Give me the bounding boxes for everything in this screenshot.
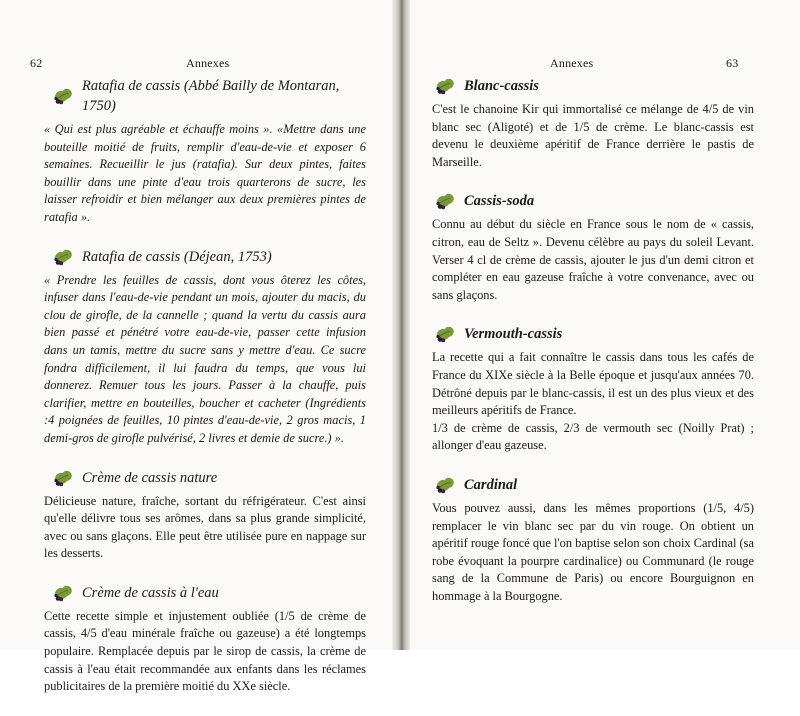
recipe-title: Vermouth-cassis xyxy=(464,326,563,343)
recipe-section xyxy=(432,324,754,455)
recipe-title: Crème de cassis nature xyxy=(82,469,218,486)
recipe-title: Cardinal xyxy=(464,476,518,493)
cassis-leaf-icon xyxy=(52,248,74,266)
recipe-body: « Qui est plus agréable et échauffe moins ». «Mettre dans une bouteille moitié de fruits, remplir d'eau-de-vie et exposer 6 semaines. Recueillir le jus (ratafia). Sur deux pintes, faites bouillir dans une pinte d'eau trois quarterons de sucre, les laisser refroidir et bien mélanger aux deux premières pintes de ratafia ». xyxy=(44,122,366,224)
right-page xyxy=(410,0,800,650)
recipe-section xyxy=(44,583,366,696)
recipe-body: C'est le chanoine Kir qui immortalisé ce mélange de 4/5 de vin blanc sec (Aligoté) et de 1/5 de crème. Le blanc-cassis est devenu le deuxième apéritif de France derrière le pastis de Marseille. xyxy=(432,102,754,169)
recipe-title: Cassis-soda xyxy=(464,193,535,210)
recipe-heading xyxy=(52,76,366,116)
recipe-heading xyxy=(434,191,754,211)
recipe-body: Connu au début du siècle en France sous le nom de « cassis, citron, eau de Seltz ». Devenu célèbre au pays du soleil Levant. Verser 4 cl de crème de cassis, ajouter le jus d'un demi citron et compléter en eau gazeuse fraîche à votre convenance, avec ou sans glaçons. xyxy=(432,217,754,302)
recipe-section xyxy=(432,191,754,304)
running-head: Annexes xyxy=(550,56,594,70)
recipe-body: Délicieuse nature, fraîche, sortant du réfrigérateur. C'est ainsi qu'elle délivre tous ses arômes, dans sa plus grande simplicité, avec ou sans glaçons. Elle peut être utilisée pure en nappage sur les desserts. xyxy=(44,493,366,561)
cassis-leaf-icon xyxy=(434,192,456,210)
recipe-body: Vous pouvez aussi, dans les mêmes proportions (1/5, 4/5) remplacer le vin blanc sec par du vin rouge. On obtient un apéritif rouge foncé que l'on baptise selon son choix Cardinal (sa robe évoquant la pourpre cardinalice) ou Communard (le rouge sang de la Commune de Paris) ou encore Bourguignon en hommage à la Bourgogne. xyxy=(432,500,754,603)
recipe-title: Ratafia de cassis (Déjean, 1753) xyxy=(82,248,272,265)
recipe-heading xyxy=(434,76,754,96)
recipe-title: Crème de cassis à l'eau xyxy=(82,584,219,601)
recipe-heading xyxy=(434,475,754,495)
right-column xyxy=(432,76,754,625)
recipe-body-2: 1/3 de crème de cassis, 2/3 de vermouth sec (Noilly Prat) ; allonger d'eau gazeuse. xyxy=(432,420,754,453)
book-gutter xyxy=(392,0,410,650)
page-number: 62 xyxy=(30,56,43,70)
cassis-leaf-icon xyxy=(52,469,74,487)
recipe-heading xyxy=(52,583,366,603)
cassis-leaf-icon xyxy=(52,584,74,602)
page-number: 63 xyxy=(726,56,739,70)
recipe-section xyxy=(44,76,366,227)
recipe-heading xyxy=(52,468,366,488)
cassis-leaf-icon xyxy=(434,325,456,343)
recipe-body: La recette qui a fait connaître le cassis dans tous les cafés de France du XIXe siècle à la Belle époque et jusqu'aux années 70. Détrôné depuis par le blanc-cassis, il est un des plus vieux et des meilleurs apéritifs de France. xyxy=(432,350,754,418)
recipe-section xyxy=(44,468,366,563)
recipe-body: Cette recette simple et injustement oubliée (1/5 de crème de cassis, 4/5 d'eau minérale fraîche ou gazeuse) a été longtemps populaire. Remplacée depuis par le sirop de cassis, la crème de cassis à l'eau était recommandée aux enfants dans les réclames publicitaires de la première moitié du XXe siècle. xyxy=(44,608,366,694)
recipe-title: Ratafia de cassis (Abbé Bailly de Montaran, 1750) xyxy=(82,78,340,114)
recipe-section xyxy=(44,247,366,448)
recipe-section xyxy=(432,76,754,171)
left-column xyxy=(44,76,366,716)
recipe-body: « Prendre les feuilles de cassis, dont vous ôterez les côtes, infuser dans l'eau-de-vie pendant un mois, ajouter du macis, du clou de girofle, de la cannelle ; quand la vertu du cassis aura bien passé et pénétré votre eau-de-vie, passer cette infusion dans un tamis, mettre du sucre sans y mettre d'eau. Ce sucre fondra difficilement, il lui faudra du temps, que vous lui donnerez. Remuer tous les jours. Passer à la chauffe, puis clarifier, mettre en bouteilles, boucher et cacheter (Ingrédients :4 poignées de feuilles, 10 pintes d'eau-de-vie, 2 gros macis, 1 demi-gros de girofle pulvérisé, 2 livres et demie de sucre.) ». xyxy=(44,272,366,445)
cassis-leaf-icon xyxy=(434,77,456,95)
recipe-section xyxy=(432,475,754,606)
cassis-leaf-icon xyxy=(52,87,74,105)
left-page xyxy=(0,0,392,694)
recipe-heading xyxy=(434,324,754,344)
cassis-leaf-icon xyxy=(434,476,456,494)
recipe-heading xyxy=(52,247,366,267)
recipe-title: Blanc-cassis xyxy=(464,78,539,94)
running-head: Annexes xyxy=(186,56,230,70)
